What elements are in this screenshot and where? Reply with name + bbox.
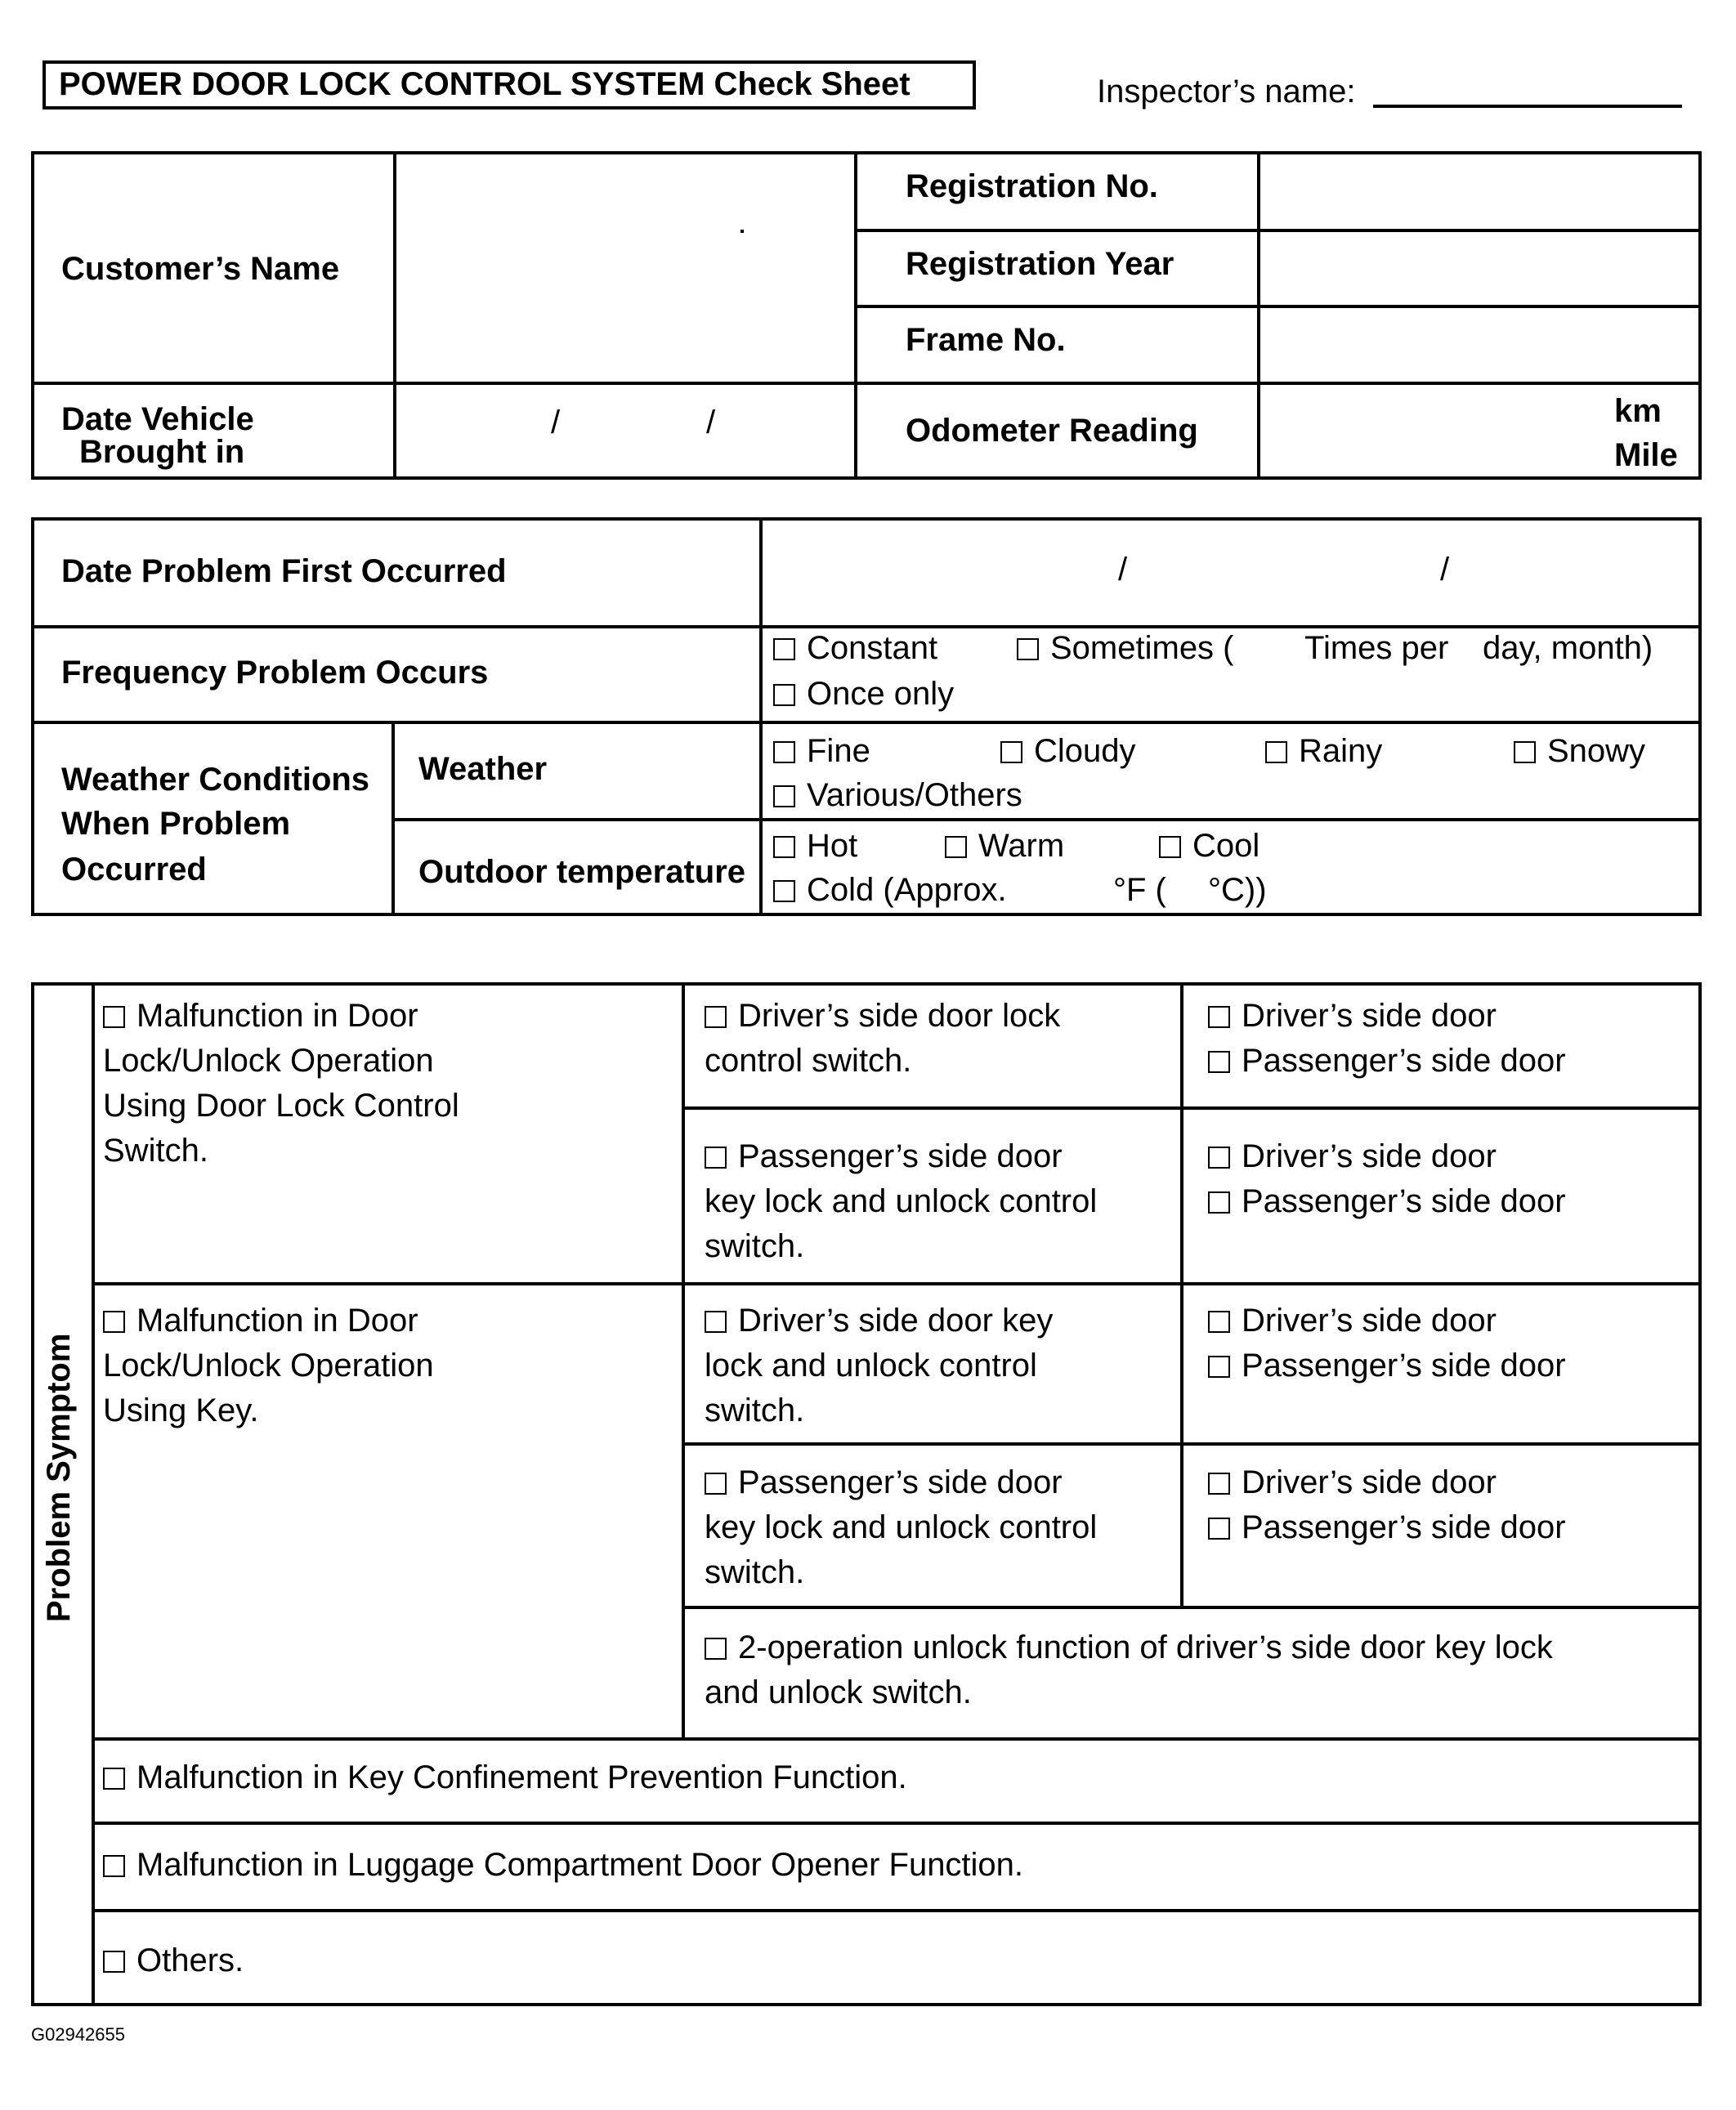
freq-day-month-text: day, month): [1483, 630, 1653, 666]
date-brought-label-line1: Date Vehicle: [61, 401, 254, 437]
page-title: POWER DOOR LOCK CONTROL SYSTEM Check Sheet: [59, 66, 911, 102]
customer-name-field[interactable]: [399, 157, 848, 379]
driver-key-switch-option[interactable]: Driver’s side door key: [705, 1299, 1053, 1343]
passenger-key-switch-text: key lock and unlock control: [705, 1509, 1098, 1545]
door-driver-option[interactable]: Driver’s side door: [1208, 1299, 1497, 1343]
registration-no-field[interactable]: [1263, 155, 1698, 227]
freq-once-option[interactable]: Once only: [773, 672, 954, 717]
divider: [682, 1606, 1702, 1609]
temp-fahrenheit-text: °F (: [1113, 872, 1166, 908]
passenger-key-switch-option[interactable]: Passenger’s side door: [705, 1134, 1063, 1179]
divider: [391, 818, 1702, 821]
odometer-field[interactable]: [1263, 386, 1606, 477]
registration-year-label: Registration Year: [906, 246, 1174, 282]
unit-km: km: [1614, 393, 1662, 429]
passenger-key-switch-text: key lock and unlock control: [705, 1183, 1098, 1219]
driver-key-switch-text: switch.: [705, 1393, 805, 1428]
switch-malfunction-text: Lock/Unlock Operation: [103, 1043, 434, 1079]
divider: [682, 1106, 1702, 1110]
driver-key-switch-text: lock and unlock control: [705, 1348, 1037, 1384]
divider: [92, 1822, 1702, 1825]
freq-constant-option[interactable]: Constant: [773, 626, 937, 671]
weather-conditions-label-line1: Weather Conditions: [61, 762, 370, 798]
door-passenger-option[interactable]: Passenger’s side door: [1208, 1039, 1566, 1084]
checkbox[interactable]: [1159, 836, 1181, 858]
frame-no-label: Frame No.: [906, 322, 1066, 358]
divider: [31, 721, 1702, 724]
checkbox[interactable]: [103, 1768, 125, 1790]
divider: [759, 517, 763, 916]
weather-snowy-option[interactable]: Snowy: [1514, 729, 1645, 774]
outdoor-temperature-label: Outdoor temperature: [418, 854, 746, 890]
temp-celsius-text: °C)): [1208, 872, 1267, 908]
date-brought-field[interactable]: [399, 386, 848, 477]
checkbox[interactable]: [103, 1311, 125, 1333]
weather-conditions-label-line2: When Problem: [61, 806, 291, 842]
passenger-key-switch-text: switch.: [705, 1554, 805, 1590]
divider: [1180, 982, 1183, 1607]
checkbox[interactable]: [1514, 741, 1536, 763]
key-malfunction-option[interactable]: Malfunction in Door: [103, 1299, 418, 1343]
freq-times-per-text: Times per: [1304, 630, 1449, 666]
checkbox[interactable]: [705, 1147, 727, 1169]
divider: [854, 229, 1702, 232]
checkbox[interactable]: [103, 1855, 125, 1877]
switch-malfunction-text: Switch.: [103, 1133, 208, 1169]
checkbox[interactable]: [103, 1006, 125, 1028]
checkbox[interactable]: [945, 836, 967, 858]
decorative-dot: [740, 230, 744, 233]
door-driver-option[interactable]: Driver’s side door: [1208, 1134, 1497, 1179]
divider: [393, 151, 396, 480]
divider: [92, 1737, 1702, 1741]
date-separator: /: [706, 405, 716, 440]
checkbox[interactable]: [1017, 638, 1039, 660]
checkbox[interactable]: [103, 1951, 125, 1973]
checkbox[interactable]: [1208, 1006, 1230, 1028]
temp-warm-option[interactable]: Warm: [945, 824, 1064, 869]
weather-cloudy-option[interactable]: Cloudy: [1000, 729, 1136, 774]
checkbox[interactable]: [705, 1638, 727, 1660]
temp-cold-option[interactable]: Cold (Approx.: [773, 868, 1007, 913]
checkbox[interactable]: [773, 741, 795, 763]
key-confinement-option[interactable]: Malfunction in Key Confinement Prevention Function.: [103, 1755, 907, 1800]
weather-rainy-option[interactable]: Rainy: [1265, 729, 1382, 774]
weather-label: Weather: [418, 751, 548, 787]
frequency-label: Frequency Problem Occurs: [61, 655, 489, 691]
door-passenger-option[interactable]: Passenger’s side door: [1208, 1179, 1566, 1224]
two-operation-unlock-text: and unlock switch.: [705, 1674, 972, 1710]
odometer-label: Odometer Reading: [906, 413, 1198, 449]
date-brought-label-line2: Brought in: [79, 434, 245, 470]
checkbox[interactable]: [773, 785, 795, 807]
freq-sometimes-option[interactable]: Sometimes (: [1017, 626, 1234, 671]
driver-lock-switch-text: control switch.: [705, 1043, 912, 1079]
switch-malfunction-option[interactable]: Malfunction in Door: [103, 994, 418, 1039]
registration-year-field[interactable]: [1263, 233, 1698, 303]
unit-mile: Mile: [1614, 437, 1678, 473]
checkbox[interactable]: [1265, 741, 1287, 763]
divider: [92, 1282, 1702, 1285]
weather-conditions-label-line3: Occurred: [61, 852, 207, 887]
key-malfunction-text: Lock/Unlock Operation: [103, 1348, 434, 1384]
inspector-name-label: Inspector’s name:: [1097, 74, 1356, 110]
two-operation-unlock-option[interactable]: 2-operation unlock function of driver’s side door key lock: [705, 1625, 1553, 1670]
date-first-occurred-label: Date Problem First Occurred: [61, 553, 507, 589]
checkbox[interactable]: [773, 836, 795, 858]
checkbox[interactable]: [1208, 1147, 1230, 1169]
registration-no-label: Registration No.: [906, 168, 1158, 204]
door-passenger-option[interactable]: Passenger’s side door: [1208, 1505, 1566, 1550]
customer-name-label: Customer’s Name: [61, 251, 340, 287]
passenger-key-switch-option[interactable]: Passenger’s side door: [705, 1460, 1063, 1505]
checkbox[interactable]: [1208, 1356, 1230, 1378]
switch-malfunction-text: Using Door Lock Control: [103, 1088, 459, 1124]
checkbox[interactable]: [1208, 1191, 1230, 1214]
door-driver-option[interactable]: Driver’s side door: [1208, 994, 1497, 1039]
divider: [92, 1909, 1702, 1912]
driver-lock-switch-option[interactable]: Driver’s side door lock: [705, 994, 1060, 1039]
checkbox[interactable]: [705, 1006, 727, 1028]
luggage-opener-option[interactable]: Malfunction in Luggage Compartment Door Opener Function.: [103, 1843, 1023, 1888]
checkbox[interactable]: [1208, 1311, 1230, 1333]
inspector-name-input[interactable]: [1373, 105, 1682, 108]
door-passenger-option[interactable]: Passenger’s side door: [1208, 1343, 1566, 1388]
problem-symptom-side-label: Problem Symptom: [41, 1333, 77, 1622]
divider: [682, 1442, 1702, 1446]
divider: [31, 382, 1702, 385]
weather-fine-option[interactable]: Fine: [773, 729, 870, 774]
date-separator: /: [1118, 552, 1128, 588]
checkbox[interactable]: [773, 684, 795, 706]
divider: [92, 982, 95, 2006]
divider: [854, 151, 857, 480]
checkbox[interactable]: [1208, 1051, 1230, 1073]
checkbox[interactable]: [1000, 741, 1022, 763]
checkbox[interactable]: [1208, 1473, 1230, 1495]
figure-code: G02942655: [31, 2024, 125, 2045]
checkbox[interactable]: [773, 880, 795, 902]
checkbox[interactable]: [705, 1311, 727, 1333]
others-option[interactable]: Others.: [103, 1938, 244, 1983]
checkbox[interactable]: [705, 1473, 727, 1495]
date-separator: /: [1440, 552, 1450, 588]
door-driver-option[interactable]: Driver’s side door: [1208, 1460, 1497, 1505]
key-malfunction-text: Using Key.: [103, 1393, 259, 1428]
checkbox[interactable]: [773, 638, 795, 660]
temp-hot-option[interactable]: Hot: [773, 824, 857, 869]
divider: [1257, 151, 1260, 480]
date-first-occurred-field[interactable]: [765, 523, 1698, 623]
weather-various-option[interactable]: Various/Others: [773, 773, 1022, 818]
checkbox[interactable]: [1208, 1518, 1230, 1540]
date-separator: /: [551, 405, 561, 440]
divider: [682, 982, 685, 1739]
temp-cool-option[interactable]: Cool: [1159, 824, 1259, 869]
passenger-key-switch-text: switch.: [705, 1228, 805, 1264]
divider: [854, 305, 1702, 308]
frame-no-field[interactable]: [1263, 309, 1698, 379]
